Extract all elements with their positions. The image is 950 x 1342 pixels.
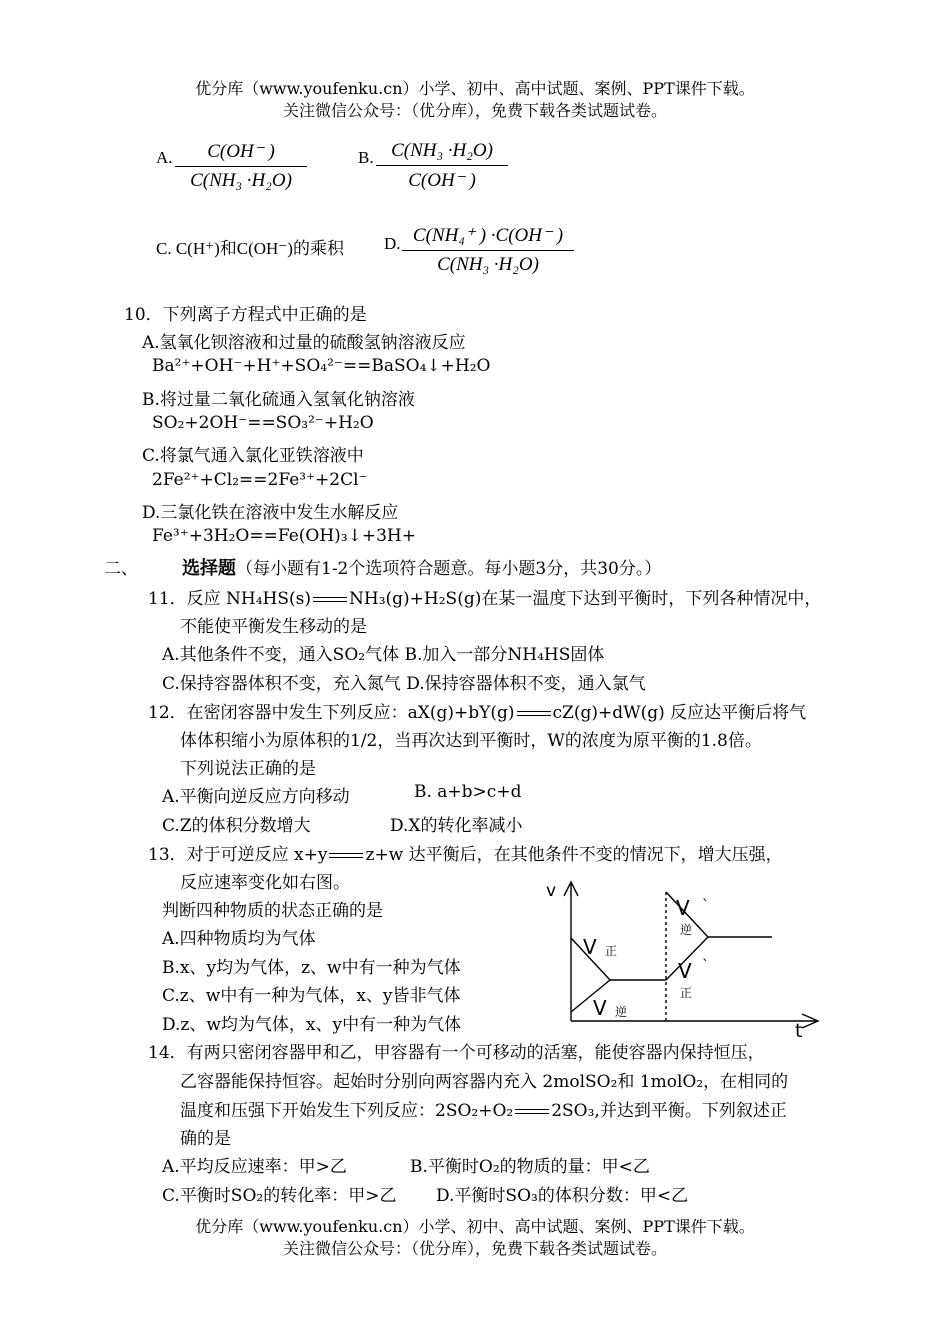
q10-option-c-equation: 2Fe²⁺+Cl₂==2Fe³⁺+2Cl⁻ <box>152 470 368 490</box>
q12-stem-line-3: 下列说法正确的是 <box>180 759 316 779</box>
q9-option-d-label: D. <box>384 234 401 253</box>
header-line-1: 优分库（www.youfenku.cn）小学、初中、高中试题、案例、PPT课件下载。 <box>195 79 755 98</box>
q13-option-d: D.z、w均为气体，x、y中有一种为气体 <box>162 1015 462 1035</box>
footer-line-2: 关注微信公众号：（优分库），免费下载各类试题试卷。 <box>282 1239 667 1258</box>
q9-option-a-fraction <box>175 140 307 192</box>
q14-stem-line-3 <box>180 1096 787 1121</box>
section-number: 二、 <box>104 559 138 579</box>
q9-b-denominator: C(OH⁻ ) <box>408 170 476 191</box>
q10-option-b: B.将过量二氧化硫通入氢氧化钠溶液 <box>142 390 415 410</box>
q9-b-numerator: C(NH₃ ·H₂O) <box>391 140 493 161</box>
q13-stem-pre: 13．对于可逆反应 x+y <box>148 845 328 865</box>
q10-option-c: C.将氯气通入氯化亚铁溶液中 <box>142 446 364 466</box>
q9-a-denominator: C(NH₃ ·H₂O) <box>190 170 292 191</box>
q9-a-numerator: C(OH⁻ ) <box>207 141 275 162</box>
q13-option-b: B.x、y均为气体，z、w中有一种为气体 <box>162 958 461 978</box>
q11-stem-line-2: 不能使平衡发生移动的是 <box>180 617 367 637</box>
graph-label-v-forward-new: V <box>678 959 692 983</box>
q12-option-d: D.X的转化率减小 <box>390 816 523 836</box>
q12-stem-pre: 12．在密闭容器中发生下列反应：aX(g)+bY(g) <box>148 703 515 723</box>
graph-label-prime-2: ` <box>702 958 709 974</box>
q14-option-a: A.平均反应速率：甲>乙 <box>162 1157 347 1177</box>
section-title <box>182 554 661 580</box>
q13-stem-line-3: 判断四种物质的状态正确的是 <box>162 901 383 921</box>
graph-label-reverse-sub: 逆 <box>615 1005 628 1019</box>
graph-label-v-reverse: V <box>593 996 607 1020</box>
q9-option-a-label: A. <box>156 148 173 167</box>
q10-option-b-equation: SO₂+2OH⁻==SO₃²⁻+H₂O <box>152 413 374 433</box>
q10-option-a: A.氢氧化钡溶液和过量的硫酸氢钠溶液反应 <box>142 333 466 353</box>
q10-stem: 10．下列离子方程式中正确的是 <box>124 305 367 325</box>
q12-option-b: B. a+b>c+d <box>414 782 522 802</box>
graph-axis-t: t <box>795 1020 803 1038</box>
q10-option-d-equation: Fe³⁺+3H₂O==Fe(OH)₃↓+3H+ <box>152 526 416 546</box>
equilibrium-arrow-icon <box>515 1107 549 1117</box>
footer-line-1: 优分库（www.youfenku.cn）小学、初中、高中试题、案例、PPT课件下载。 <box>195 1217 755 1236</box>
graph-label-forward-new-sub: 正 <box>680 986 693 1000</box>
q9-option-b-label: B. <box>358 148 374 167</box>
q11-options-cd: C.保持容器体积不变，充入氮气 D.保持容器体积不变，通入氯气 <box>162 674 646 694</box>
q11-options-ab: A.其他条件不变，通入SO₂气体 B.加入一部分NH₄HS固体 <box>162 645 605 665</box>
q14-stem-line-3-pre: 温度和压强下开始发生下列反应：2SO₂+O₂ <box>180 1101 514 1121</box>
q9-d-denominator: C(NH₃ ·H₂O) <box>437 254 539 275</box>
graph-label-prime-1: ` <box>702 898 709 914</box>
graph-label-reverse-new-sub: 逆 <box>680 923 693 937</box>
section-note: （每小题有1-2个选项符合题意。每小题3分，共30分。） <box>236 559 662 579</box>
graph-label-v-forward: V <box>583 935 597 959</box>
graph-axis-v: v <box>546 881 557 901</box>
q13-option-a: A.四种物质均为气体 <box>162 929 316 949</box>
q13-stem-line-2: 反应速率变化如右图。 <box>180 873 350 893</box>
q14-option-b: B.平衡时O₂的物质的量：甲<乙 <box>410 1157 650 1177</box>
q9-option-c: C. C(H⁺)和C(OH⁻)的乘积 <box>156 239 344 258</box>
q11-stem-pre: 11．反应 NH₄HS(s) <box>148 589 312 609</box>
q14-stem-line-2: 乙容器能保持恒容。起始时分别向两容器内充入 2molSO₂和 1molO₂，在相同的 <box>180 1072 789 1092</box>
q10-option-d: D.三氯化铁在溶液中发生水解反应 <box>142 503 399 523</box>
q11-stem-post: NH₃(g)+H₂S(g)在某一温度下达到平衡时，下列各种情况中， <box>349 589 822 609</box>
q11-stem-line-1 <box>148 584 821 609</box>
equilibrium-arrow-icon <box>313 595 347 605</box>
rate-time-graph <box>540 872 830 1038</box>
q9-option-d-fraction <box>402 224 574 276</box>
header-line-2: 关注微信公众号：（优分库），免费下载各类试题试卷。 <box>282 101 667 120</box>
q12-stem-line-1 <box>148 698 806 723</box>
q14-stem-line-1: 14．有两只密闭容器甲和乙，甲容器有一个可移动的活塞，能使容器内保持恒压， <box>148 1043 765 1063</box>
q9-d-numerator: C(NH₄⁺ ) ·C(OH⁻ ) <box>412 225 564 246</box>
q12-stem-line-2: 体体积缩小为原体积的1/2，当再次达到平衡时，W的浓度为原平衡的1.8倍。 <box>180 731 762 751</box>
q13-stem-line-1 <box>148 840 783 865</box>
q10-option-a-equation: Ba²⁺+OH⁻+H⁺+SO₄²⁻==BaSO₄↓+H₂O <box>152 356 491 376</box>
graph-label-v-reverse-new: V <box>676 896 690 920</box>
q14-option-d: D.平衡时SO₃的体积分数：甲<乙 <box>436 1186 689 1206</box>
equilibrium-arrow-icon <box>329 851 363 861</box>
equilibrium-arrow-icon <box>517 709 551 719</box>
q12-option-c: C.Z的体积分数增大 <box>162 816 311 836</box>
q12-option-a: A.平衡向逆反应方向移动 <box>162 787 350 807</box>
q14-option-c: C.平衡时SO₂的转化率：甲>乙 <box>162 1186 397 1206</box>
q14-stem-line-3-post: 2SO₃,并达到平衡。下列叙述正 <box>551 1101 787 1121</box>
q12-stem-post: cZ(g)+dW(g) 反应达平衡后将气 <box>552 703 807 723</box>
q14-stem-line-4: 确的是 <box>180 1129 231 1149</box>
section-title-text: 选择题 <box>182 558 236 579</box>
q9-option-b-fraction <box>376 140 508 192</box>
graph-label-forward-sub: 正 <box>605 944 618 958</box>
q13-option-c: C.z、w中有一种为气体，x、y皆非气体 <box>162 986 461 1006</box>
q13-stem-post: z+w 达平衡后，在其他条件不变的情况下，增大压强， <box>365 845 783 865</box>
